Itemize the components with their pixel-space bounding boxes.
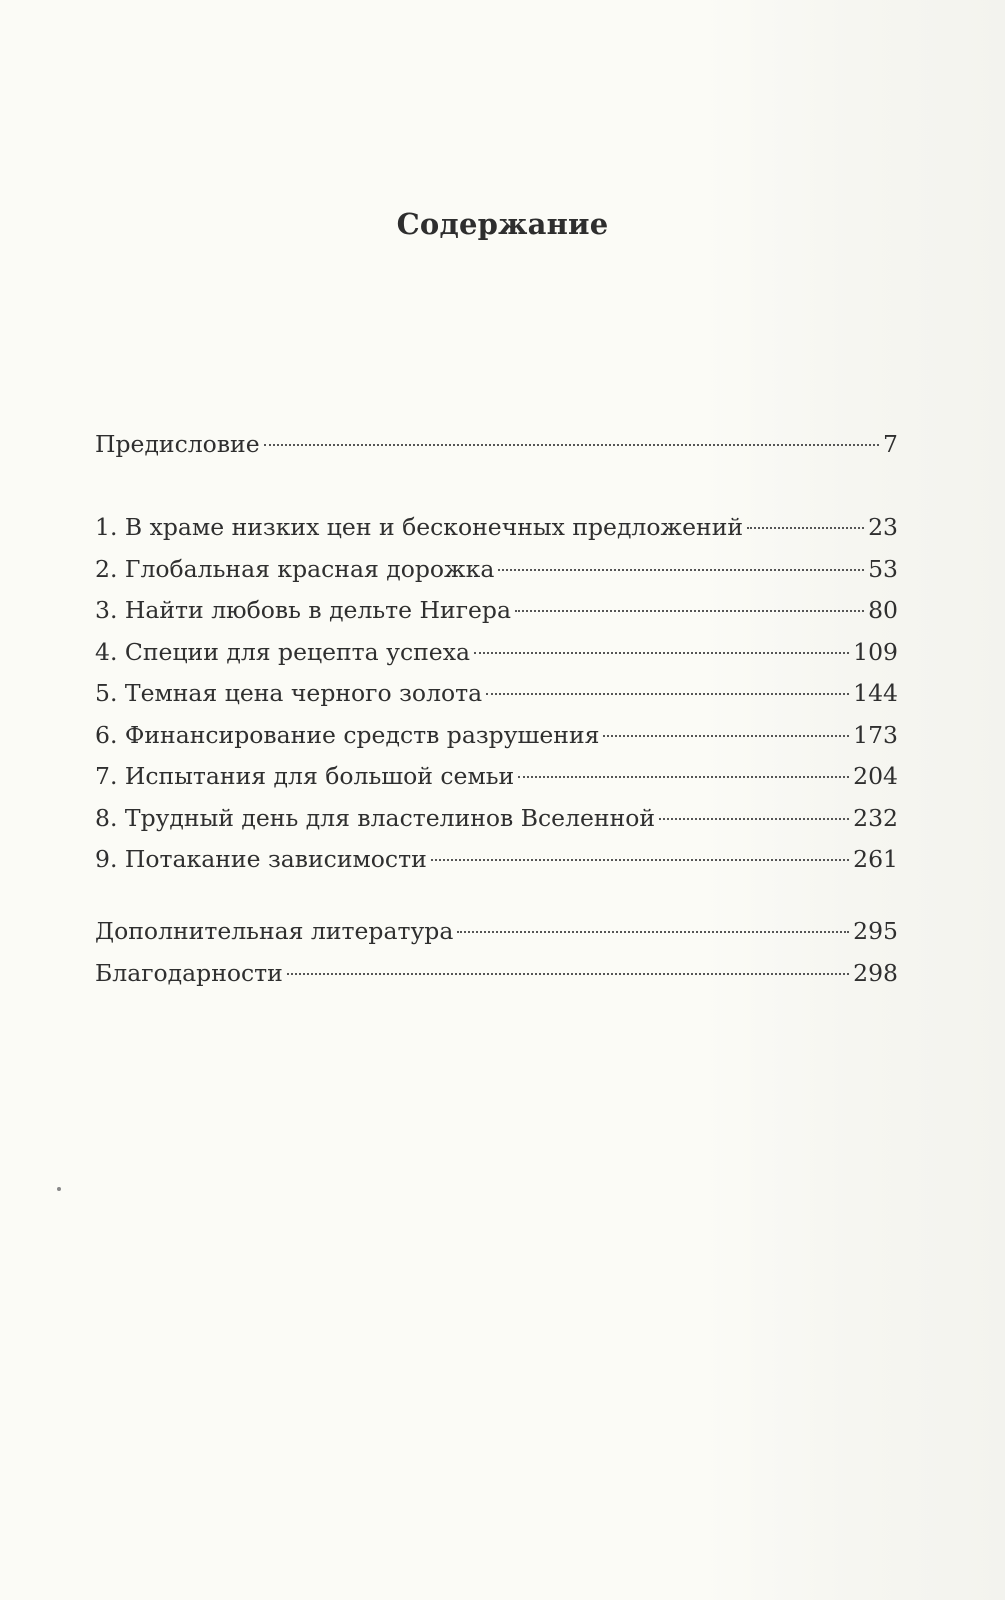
toc-entry-page-number: 80 xyxy=(868,596,898,624)
toc-entry-title: 5. Темная цена черного золота xyxy=(95,679,483,707)
toc-entry-title: Дополнительная литература xyxy=(95,917,454,945)
toc-entry xyxy=(95,549,898,591)
toc-entry-title: 7. Испытания для большой семьи xyxy=(95,762,515,790)
toc-entry-title: 6. Финансирование средств разрушения xyxy=(95,720,600,749)
dot-leader xyxy=(486,693,849,695)
dot-leader xyxy=(287,973,849,975)
toc-entry-page-number: 7 xyxy=(883,430,898,458)
dot-leader xyxy=(457,931,849,933)
toc-entry-page-number: 173 xyxy=(853,720,898,749)
dot-leader xyxy=(431,859,849,861)
toc-entry xyxy=(95,715,898,757)
toc-entry-page-number: 109 xyxy=(853,637,898,666)
toc-entry-page-number: 204 xyxy=(853,762,898,790)
toc-entry-page-number: 261 xyxy=(853,845,898,873)
dot-leader xyxy=(264,444,879,446)
toc-entry xyxy=(95,953,898,995)
toc-back-matter-group xyxy=(95,911,898,994)
dot-leader xyxy=(474,652,849,654)
toc-entry-title: 8. Трудный день для властелинов Вселенной xyxy=(95,803,656,832)
toc-entry-page-number: 232 xyxy=(853,803,898,832)
toc-entry xyxy=(95,798,898,840)
dot-leader xyxy=(603,735,849,737)
toc-entry-title: Благодарности xyxy=(95,958,283,987)
paper-speck xyxy=(57,1187,61,1191)
dot-leader xyxy=(659,818,849,820)
toc-entry-page-number: 295 xyxy=(853,917,898,945)
toc-entry-title: 3. Найти любовь в дельте Нигера xyxy=(95,596,511,624)
toc-entry xyxy=(95,839,898,881)
toc-entry-page-number: 23 xyxy=(868,513,898,541)
toc-entry-title: 4. Специи для рецепта успеха xyxy=(95,637,470,666)
dot-leader xyxy=(498,569,864,571)
toc-entry xyxy=(95,424,898,466)
toc-entry xyxy=(95,507,898,549)
toc-entry xyxy=(95,590,898,632)
toc-entry-title: 2. Глобальная красная дорожка xyxy=(95,554,495,583)
toc-entry-title: Предисловие xyxy=(95,430,260,458)
toc-entry-title: 9. Потакание зависимости xyxy=(95,845,427,873)
toc-entry xyxy=(95,632,898,674)
toc-entry-title: 1. В храме низких цен и бесконечных предложений xyxy=(95,513,744,541)
dot-leader xyxy=(515,610,864,612)
toc-chapters-group xyxy=(95,507,898,881)
toc-entry xyxy=(95,911,898,953)
toc-preface-group xyxy=(95,424,898,466)
page-title: Содержание xyxy=(396,207,609,241)
toc-entry xyxy=(95,756,898,798)
toc-entry-page-number: 298 xyxy=(853,958,898,987)
dot-leader xyxy=(518,776,849,778)
toc-entry xyxy=(95,673,898,715)
toc-entry-page-number: 144 xyxy=(853,679,898,707)
toc-entry-page-number: 53 xyxy=(868,554,898,583)
dot-leader xyxy=(747,527,864,529)
